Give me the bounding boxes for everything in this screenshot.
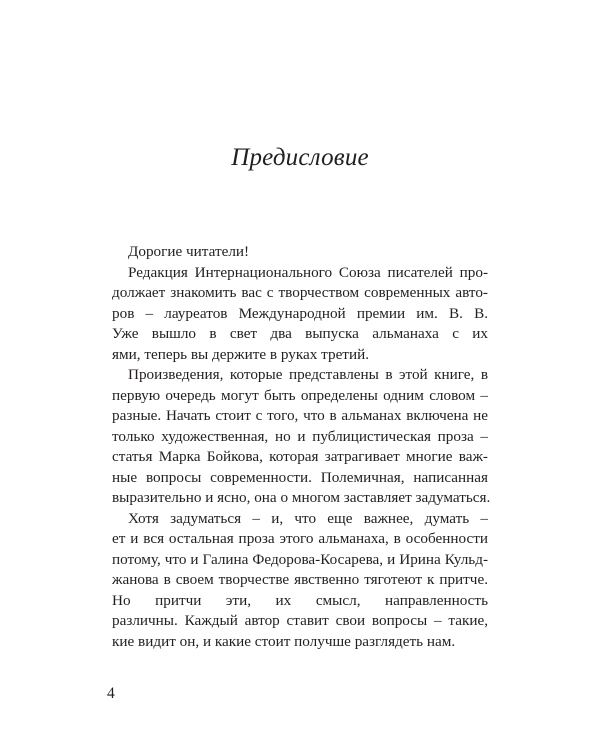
paragraph-line: только художественная, но и публицистическая проза – [112, 427, 488, 445]
page-title: Предисловие [231, 144, 369, 171]
paragraph-line: потому, что и Галина Федорова-Косарева, и Ирина Кульд- [112, 550, 488, 568]
paragraph-line: ями, теперь вы держите в руках третий. [112, 345, 369, 363]
paragraph-line: выразительно и ясно, она о многом заставляет задуматься. [112, 489, 491, 506]
page-number: 4 [107, 685, 115, 702]
paragraph-line: ные вопросы современности. Полемичная, написанная [112, 468, 488, 486]
paragraph-line: ет и вся остальная проза этого альманаха, в особенности [112, 530, 488, 547]
paragraph-line: статья Марка Бойкова, которая затрагивает многие важ- [112, 448, 488, 465]
paragraph-line: Дорогие читатели! [128, 243, 250, 260]
paragraph-line: жанова в своем творчестве явственно тяготеют к притче. [112, 571, 488, 588]
paragraph-line: кие видит он, и какие стоит получше разглядеть нам. [112, 632, 456, 650]
paragraph-line: первую очередь могут быть определены одним словом – [112, 386, 488, 404]
paragraph-line: должает знакомить вас с творчеством современных авто- [112, 284, 488, 301]
paragraph-line: различны. Каждый автор ставит свои вопросы – такие, [112, 612, 488, 629]
paragraph-line: Хотя задуматься – и, что еще важнее, думать – [128, 509, 488, 527]
paragraph-line: разные. Начать стоит с того, что в альманах включена не [112, 407, 488, 424]
paragraph-line: Произведения, которые представлены в этой книге, в [128, 366, 488, 383]
preface-text [112, 242, 491, 652]
paragraph-line: Уже вышло в свет два выпуска альманаха с их [112, 325, 488, 342]
paragraph-line: Редакция Интернационального Союза писателей про- [128, 263, 488, 281]
paragraph-line: ров – лауреатов Международной премии им. В. В. [112, 304, 488, 322]
paragraph-line: Но притчи эти, их смысл, направленность [112, 591, 488, 609]
